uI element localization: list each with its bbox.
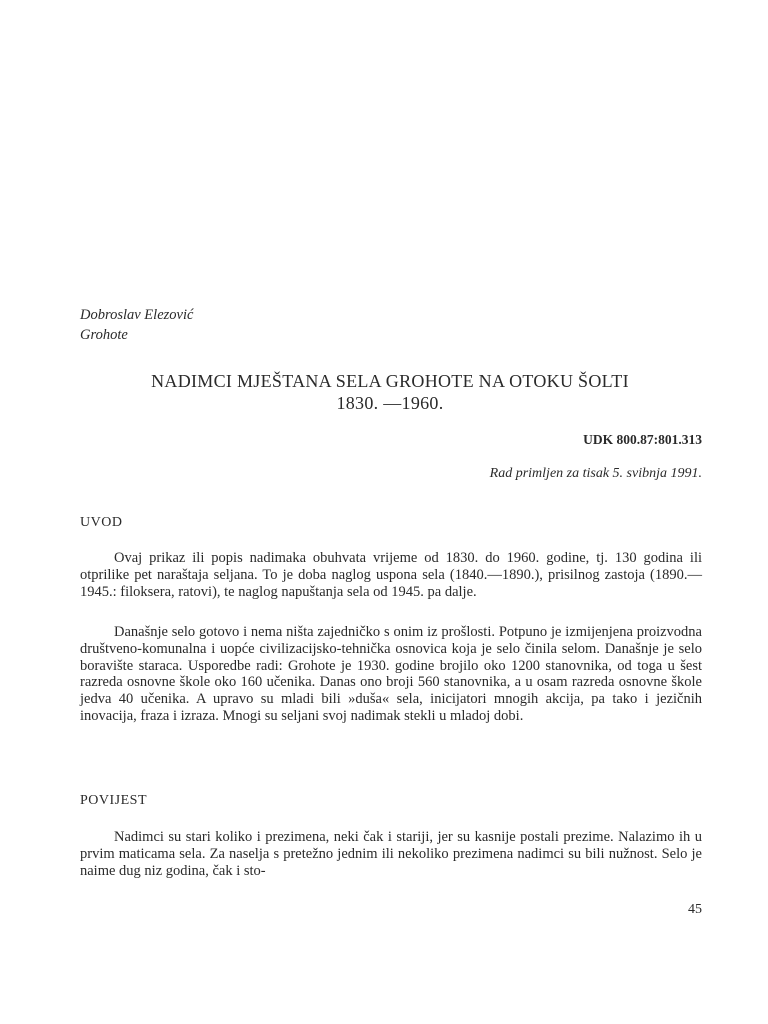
udk-code: UDK 800.87:801.313 xyxy=(583,432,702,447)
title-line-2: 1830. —1960. xyxy=(336,393,444,413)
paragraph-uvod-1: Ovaj prikaz ili popis nadimaka obuhvata vrijeme od 1830. do 1960. godine, tj. 130 godina ili otprilike pet naraštaja seljana. To je doba naglog uspona sela (1840.—1890.), prisilnog zastoja (1890.—1945.: filoksera, ratovi), te naglog napuštanja sela od 1945. pa dalje. xyxy=(80,550,702,600)
section-heading-uvod: UVOD xyxy=(80,515,123,530)
page-number: 45 xyxy=(688,902,702,917)
section-heading-povijest: POVIJEST xyxy=(80,793,148,808)
author-block xyxy=(80,305,193,345)
author-place: Grohote xyxy=(80,327,128,343)
paragraph-uvod-2: Današnje selo gotovo i nema ništa zajedničko s onim iz prošlosti. Potpuno je izmijenjena proizvodna društveno-komunalna i uopće civilizacijsko-tehnička osnovica koja je selo činila selom. Današnje je selo boravište staraca. Usporedbe radi: Grohote je 1930. godine brojilo oko 1200 stanovnika, od toga u šest razreda osnovne škole oko 160 učenika. Danas ono broji 560 stanovnika, a u osam razreda osnovne škole jedva 40 učenika. A upravo su mladi bili »duša« sela, inicijatori mnogih akcija, pa tako i jezičnih inovacija, fraza i izraza. Mnogi su seljani svoj nadimak stekli u mladoj dobi. xyxy=(80,624,702,724)
paragraph-povijest-1: Nadimci su stari koliko i prezimena, neki čak i stariji, jer su kasnije postali prezime. Nalazimo ih u prvim maticama sela. Za naselja s pretežno jednim ili nekoliko prezimena nadimci su bili nužnost. Selo je naime dug niz godina, čak i sto- xyxy=(80,829,702,879)
article-title xyxy=(60,370,720,414)
author-name: Dobroslav Elezović xyxy=(80,307,194,323)
received-date: Rad primljen za tisak 5. svibnja 1991. xyxy=(489,466,702,481)
title-line-1: NADIMCI MJEŠTANA SELA GROHOTE NA OTOKU ŠOLTI xyxy=(151,371,629,391)
